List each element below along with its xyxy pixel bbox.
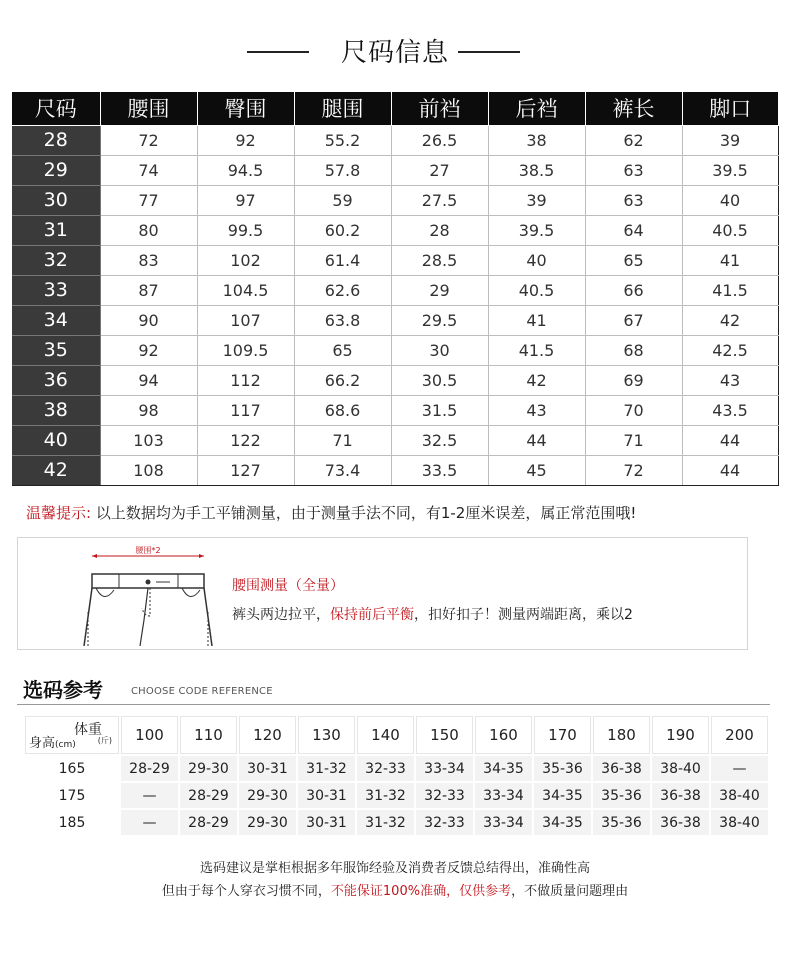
size-suggestion-cell: 28-29 bbox=[180, 783, 237, 808]
size-value-cell: 92 bbox=[197, 125, 294, 155]
size-value-cell: 68 bbox=[585, 335, 682, 365]
size-value-cell: 90 bbox=[100, 305, 197, 335]
size-suggestion-cell: 36-38 bbox=[652, 783, 709, 808]
size-suggestion-cell: 31-32 bbox=[298, 756, 355, 781]
size-suggestion-cell: 33-34 bbox=[475, 810, 532, 835]
size-value-cell: 43 bbox=[682, 365, 778, 395]
size-value-cell: 42 bbox=[682, 305, 778, 335]
size-header-cell: 脚口 bbox=[682, 92, 778, 125]
size-label-cell: 28 bbox=[12, 125, 100, 155]
size-header-cell: 臀围 bbox=[197, 92, 294, 125]
size-value-cell: 28 bbox=[391, 215, 488, 245]
size-header-cell: 后裆 bbox=[488, 92, 585, 125]
size-value-cell: 104.5 bbox=[197, 275, 294, 305]
size-suggestion-cell: — bbox=[121, 783, 178, 808]
weight-header-cell: 150 bbox=[416, 716, 473, 754]
size-label-cell: 40 bbox=[12, 425, 100, 455]
waist-measure-title: 腰围测量（全量） bbox=[232, 578, 344, 594]
size-row bbox=[12, 245, 778, 275]
size-suggestion-cell: 32-33 bbox=[357, 756, 414, 781]
size-value-cell: 41 bbox=[682, 245, 778, 275]
weight-header-cell: 190 bbox=[652, 716, 709, 754]
measure-desc-b: ，扣好扣子！测量两端距离，乘以2 bbox=[414, 607, 633, 623]
height-value-cell: 185 bbox=[25, 810, 119, 835]
size-table bbox=[12, 92, 779, 486]
size-value-cell: 44 bbox=[488, 425, 585, 455]
size-suggestion-cell: 36-38 bbox=[593, 756, 650, 781]
size-value-cell: 27 bbox=[391, 155, 488, 185]
size-value-cell: 109.5 bbox=[197, 335, 294, 365]
size-value-cell: 63.8 bbox=[294, 305, 391, 335]
size-label-cell: 34 bbox=[12, 305, 100, 335]
size-value-cell: 43.5 bbox=[682, 395, 778, 425]
size-value-cell: 55.2 bbox=[294, 125, 391, 155]
size-value-cell: 42.5 bbox=[682, 335, 778, 365]
size-table-header bbox=[12, 92, 778, 125]
size-value-cell: 27.5 bbox=[391, 185, 488, 215]
tip-text: 以上数据均为手工平铺测量，由于测量手法不同，有1-2厘米误差，属正常范围哦! bbox=[95, 504, 637, 522]
size-row bbox=[12, 125, 778, 155]
size-suggestion-cell: 35-36 bbox=[534, 756, 591, 781]
pants-diagram-icon bbox=[78, 546, 218, 646]
reference-row bbox=[25, 756, 768, 781]
size-value-cell: 29 bbox=[391, 275, 488, 305]
footer-line2-b: ，不做质量问题理由 bbox=[511, 884, 629, 899]
size-label-cell: 36 bbox=[12, 365, 100, 395]
size-label-cell: 35 bbox=[12, 335, 100, 365]
size-suggestion-cell: — bbox=[121, 810, 178, 835]
size-value-cell: 72 bbox=[585, 455, 682, 485]
size-row bbox=[12, 185, 778, 215]
size-label-cell: 29 bbox=[12, 155, 100, 185]
footer-line2-highlight: 不能保证100%准确，仅供参考 bbox=[330, 884, 512, 899]
size-value-cell: 77 bbox=[100, 185, 197, 215]
size-value-cell: 94 bbox=[100, 365, 197, 395]
size-value-cell: 99.5 bbox=[197, 215, 294, 245]
footer-line-2 bbox=[0, 880, 790, 899]
size-value-cell: 38.5 bbox=[488, 155, 585, 185]
size-value-cell: 40.5 bbox=[682, 215, 778, 245]
size-value-cell: 39 bbox=[488, 185, 585, 215]
size-header-cell: 裤长 bbox=[585, 92, 682, 125]
waist-measure-panel bbox=[17, 537, 748, 650]
reference-divider bbox=[17, 704, 770, 705]
height-label-wrap bbox=[29, 732, 76, 751]
size-label-cell: 38 bbox=[12, 395, 100, 425]
size-suggestion-cell: 34-35 bbox=[534, 783, 591, 808]
reference-corner-cell bbox=[25, 716, 119, 754]
size-header-cell: 腰围 bbox=[100, 92, 197, 125]
size-value-cell: 30.5 bbox=[391, 365, 488, 395]
size-value-cell: 72 bbox=[100, 125, 197, 155]
size-value-cell: 97 bbox=[197, 185, 294, 215]
reference-subtitle: CHOOSE CODE REFERENCE bbox=[131, 686, 273, 697]
size-value-cell: 26.5 bbox=[391, 125, 488, 155]
tip-label: 温馨提示: bbox=[26, 504, 92, 522]
size-value-cell: 62 bbox=[585, 125, 682, 155]
size-label-cell: 30 bbox=[12, 185, 100, 215]
height-value-cell: 165 bbox=[25, 756, 119, 781]
size-header-cell: 腿围 bbox=[294, 92, 391, 125]
size-suggestion-cell: 35-36 bbox=[593, 810, 650, 835]
size-value-cell: 122 bbox=[197, 425, 294, 455]
size-value-cell: 107 bbox=[197, 305, 294, 335]
height-value-cell: 175 bbox=[25, 783, 119, 808]
size-value-cell: 63 bbox=[585, 155, 682, 185]
diagram-label: 腰围*2 bbox=[135, 546, 161, 555]
tip-line bbox=[26, 502, 636, 523]
size-value-cell: 61.4 bbox=[294, 245, 391, 275]
size-value-cell: 103 bbox=[100, 425, 197, 455]
size-suggestion-cell: 34-35 bbox=[475, 756, 532, 781]
size-value-cell: 40 bbox=[488, 245, 585, 275]
size-value-cell: 39.5 bbox=[682, 155, 778, 185]
size-value-cell: 67 bbox=[585, 305, 682, 335]
weight-header-cell: 130 bbox=[298, 716, 355, 754]
size-value-cell: 63 bbox=[585, 185, 682, 215]
weight-header-cell: 180 bbox=[593, 716, 650, 754]
size-row bbox=[12, 425, 778, 455]
size-suggestion-cell: 29-30 bbox=[239, 810, 296, 835]
size-value-cell: 33.5 bbox=[391, 455, 488, 485]
size-value-cell: 45 bbox=[488, 455, 585, 485]
title-bar bbox=[0, 30, 790, 74]
weight-unit: (斤) bbox=[97, 736, 112, 745]
size-value-cell: 32.5 bbox=[391, 425, 488, 455]
size-suggestion-cell: 31-32 bbox=[357, 810, 414, 835]
weight-header-cell: 100 bbox=[121, 716, 178, 754]
size-value-cell: 117 bbox=[197, 395, 294, 425]
size-suggestion-cell: 29-30 bbox=[239, 783, 296, 808]
size-header-cell: 前裆 bbox=[391, 92, 488, 125]
size-header-cell: 尺码 bbox=[12, 92, 100, 125]
size-value-cell: 83 bbox=[100, 245, 197, 275]
size-suggestion-cell: 32-33 bbox=[416, 810, 473, 835]
size-suggestion-cell: 29-30 bbox=[180, 756, 237, 781]
reference-table bbox=[23, 714, 770, 837]
size-value-cell: 57.8 bbox=[294, 155, 391, 185]
size-suggestion-cell: 33-34 bbox=[475, 783, 532, 808]
size-value-cell: 87 bbox=[100, 275, 197, 305]
size-suggestion-cell: 38-40 bbox=[711, 810, 768, 835]
footer-line2-a: 但由于每个人穿衣习惯不同， bbox=[161, 884, 331, 899]
size-value-cell: 92 bbox=[100, 335, 197, 365]
waist-measure-desc bbox=[232, 604, 633, 624]
size-value-cell: 108 bbox=[100, 455, 197, 485]
weight-header-cell: 170 bbox=[534, 716, 591, 754]
size-value-cell: 71 bbox=[294, 425, 391, 455]
weight-header-cell: 200 bbox=[711, 716, 768, 754]
size-suggestion-cell: 38-40 bbox=[711, 783, 768, 808]
size-row bbox=[12, 395, 778, 425]
size-value-cell: 29.5 bbox=[391, 305, 488, 335]
size-value-cell: 68.6 bbox=[294, 395, 391, 425]
size-label-cell: 33 bbox=[12, 275, 100, 305]
size-value-cell: 64 bbox=[585, 215, 682, 245]
size-value-cell: 80 bbox=[100, 215, 197, 245]
size-value-cell: 70 bbox=[585, 395, 682, 425]
weight-header-cell: 120 bbox=[239, 716, 296, 754]
height-label: 身高 bbox=[29, 736, 56, 751]
size-row bbox=[12, 215, 778, 245]
size-value-cell: 40.5 bbox=[488, 275, 585, 305]
reference-title: 选码参考 bbox=[23, 678, 103, 702]
size-value-cell: 41.5 bbox=[682, 275, 778, 305]
reference-row bbox=[25, 783, 768, 808]
size-label-cell: 32 bbox=[12, 245, 100, 275]
size-suggestion-cell: 28-29 bbox=[180, 810, 237, 835]
size-value-cell: 66 bbox=[585, 275, 682, 305]
size-value-cell: 41.5 bbox=[488, 335, 585, 365]
size-suggestion-cell: — bbox=[711, 756, 768, 781]
size-suggestion-cell: 34-35 bbox=[534, 810, 591, 835]
size-value-cell: 39.5 bbox=[488, 215, 585, 245]
size-value-cell: 43 bbox=[488, 395, 585, 425]
size-value-cell: 69 bbox=[585, 365, 682, 395]
size-value-cell: 44 bbox=[682, 425, 778, 455]
size-suggestion-cell: 30-31 bbox=[239, 756, 296, 781]
size-value-cell: 73.4 bbox=[294, 455, 391, 485]
size-label-cell: 31 bbox=[12, 215, 100, 245]
size-row bbox=[12, 155, 778, 185]
size-suggestion-cell: 30-31 bbox=[298, 810, 355, 835]
page-title: 尺码信息 bbox=[340, 38, 449, 68]
weight-header-cell: 110 bbox=[180, 716, 237, 754]
size-value-cell: 98 bbox=[100, 395, 197, 425]
size-value-cell: 94.5 bbox=[197, 155, 294, 185]
size-value-cell: 127 bbox=[197, 455, 294, 485]
size-value-cell: 65 bbox=[585, 245, 682, 275]
size-suggestion-cell: 35-36 bbox=[593, 783, 650, 808]
size-row bbox=[12, 275, 778, 305]
size-value-cell: 31.5 bbox=[391, 395, 488, 425]
size-row bbox=[12, 305, 778, 335]
weight-header-cell: 140 bbox=[357, 716, 414, 754]
size-row bbox=[12, 335, 778, 365]
size-value-cell: 28.5 bbox=[391, 245, 488, 275]
size-value-cell: 60.2 bbox=[294, 215, 391, 245]
size-suggestion-cell: 28-29 bbox=[121, 756, 178, 781]
size-value-cell: 40 bbox=[682, 185, 778, 215]
size-suggestion-cell: 31-32 bbox=[357, 783, 414, 808]
title-line-right bbox=[458, 51, 520, 53]
measure-desc-highlight: 保持前后平衡 bbox=[330, 607, 414, 623]
size-value-cell: 59 bbox=[294, 185, 391, 215]
size-suggestion-cell: 38-40 bbox=[652, 756, 709, 781]
height-unit: (cm) bbox=[55, 740, 76, 750]
reference-header-row bbox=[25, 716, 768, 754]
size-value-cell: 39 bbox=[682, 125, 778, 155]
size-value-cell: 41 bbox=[488, 305, 585, 335]
weight-header-cell: 160 bbox=[475, 716, 532, 754]
footer-line-1: 选码建议是掌柜根据多年服饰经验及消费者反馈总结得出，准确性高 bbox=[199, 861, 590, 876]
size-label-cell: 42 bbox=[12, 455, 100, 485]
reference-row bbox=[25, 810, 768, 835]
size-value-cell: 30 bbox=[391, 335, 488, 365]
size-value-cell: 38 bbox=[488, 125, 585, 155]
size-value-cell: 71 bbox=[585, 425, 682, 455]
size-value-cell: 44 bbox=[682, 455, 778, 485]
size-suggestion-cell: 30-31 bbox=[298, 783, 355, 808]
size-suggestion-cell: 33-34 bbox=[416, 756, 473, 781]
measure-desc-a: 裤头两边拉平， bbox=[232, 607, 330, 623]
size-value-cell: 112 bbox=[197, 365, 294, 395]
size-value-cell: 74 bbox=[100, 155, 197, 185]
weight-label: 体重 bbox=[74, 722, 102, 738]
size-value-cell: 65 bbox=[294, 335, 391, 365]
size-suggestion-cell: 32-33 bbox=[416, 783, 473, 808]
size-value-cell: 62.6 bbox=[294, 275, 391, 305]
size-row bbox=[12, 455, 778, 485]
size-suggestion-cell: 36-38 bbox=[652, 810, 709, 835]
size-row bbox=[12, 365, 778, 395]
size-value-cell: 66.2 bbox=[294, 365, 391, 395]
size-value-cell: 42 bbox=[488, 365, 585, 395]
size-value-cell: 102 bbox=[197, 245, 294, 275]
